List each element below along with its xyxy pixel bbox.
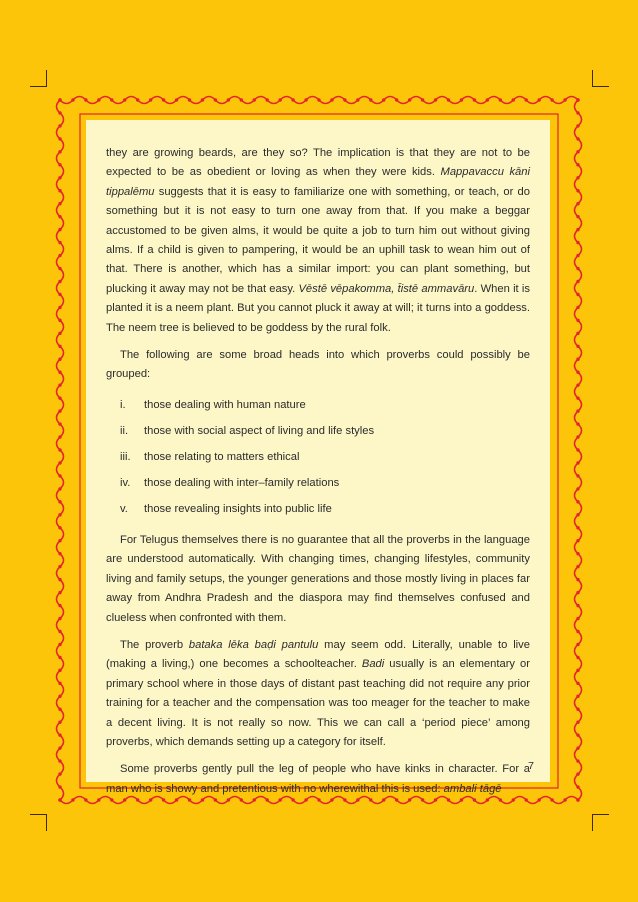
border-dot	[576, 150, 579, 153]
border-dot	[58, 228, 61, 231]
border-dot	[499, 98, 502, 101]
border-dot	[576, 643, 579, 646]
border-dot	[71, 798, 74, 801]
border-dot	[576, 656, 579, 659]
border-dot	[576, 267, 579, 270]
list-item: iv. those dealing with inter–family relations	[120, 477, 340, 490]
border-dot	[576, 358, 579, 361]
border-dot	[576, 695, 579, 698]
border-dot	[201, 98, 204, 101]
border-dot	[576, 772, 579, 775]
border-dot	[563, 98, 566, 101]
border-dot	[110, 98, 113, 101]
border-dot	[576, 202, 579, 205]
border-dot	[317, 98, 320, 101]
border-dot	[58, 111, 61, 114]
border-dot	[369, 98, 372, 101]
border-dot	[58, 448, 61, 451]
border-dot	[576, 474, 579, 477]
border-dot	[58, 513, 61, 516]
border-dot	[58, 332, 61, 335]
border-dot	[343, 98, 346, 101]
border-dot	[576, 124, 579, 127]
border-dot	[58, 267, 61, 270]
border-dot	[58, 461, 61, 464]
border-dot	[58, 435, 61, 438]
border-dot	[550, 798, 553, 801]
border-dot	[58, 150, 61, 153]
border-dot	[421, 98, 424, 101]
border-dot	[576, 176, 579, 179]
border-dot	[576, 189, 579, 192]
border-dot	[58, 785, 61, 788]
border-dot	[58, 487, 61, 490]
border-dot	[58, 539, 61, 542]
border-dot	[576, 759, 579, 762]
border-dot	[58, 396, 61, 399]
border-dot	[537, 798, 540, 801]
border-dot	[576, 721, 579, 724]
border-dot	[58, 189, 61, 192]
border-dot	[576, 487, 579, 490]
border-dot	[576, 332, 579, 335]
border-dot	[58, 409, 61, 412]
paragraph: For Telugus themselves there is no guarantee that all the proverbs in the language are understood automatically. With changing times, changing lifestyles, community living and family setups, the younger generations and those mostly living in places far away from Andhra Pradesh and the diaspora may find themselves confused and clueless when confronted with them.	[106, 533, 530, 624]
border-dot	[576, 669, 579, 672]
border-dot	[576, 578, 579, 581]
paragraph: The proverb bataka lēka baḍi pantulu may seem odd. Literally, unable to live (making a living,) one becomes a schoolteacher. Badi usually is an elementary or primary school where in those days of distant past teaching did not require any prior training for a teacher and the compensation was too meager for the teacher to make a decent living. It is not really so now. This we can call a ‘period piece’ among proverbs, which demands setting up a category for itself.	[106, 638, 530, 748]
border-dot	[58, 798, 61, 801]
border-dot	[576, 293, 579, 296]
border-dot	[58, 345, 61, 348]
border-dot	[58, 746, 61, 749]
paragraph: Some proverbs gently pull the leg of people who have kinks in character. For a man who is showy and pretentious with no wherewithal this is used: ambali tāgē	[106, 763, 530, 795]
border-dot	[58, 656, 61, 659]
border-dot	[486, 98, 489, 101]
border-dot	[576, 371, 579, 374]
border-dot	[149, 98, 152, 101]
border-dot	[576, 137, 579, 140]
proverb-categories-list	[106, 393, 530, 523]
border-dot	[58, 474, 61, 477]
border-dot	[97, 798, 100, 801]
border-dot	[58, 215, 61, 218]
border-dot	[525, 98, 528, 101]
border-dot	[162, 98, 165, 101]
border-dot	[576, 682, 579, 685]
border-dot	[576, 733, 579, 736]
border-dot	[84, 98, 87, 101]
border-dot	[576, 280, 579, 283]
border-dot	[58, 552, 61, 555]
border-dot	[382, 98, 385, 101]
border-dot	[175, 98, 178, 101]
border-dot	[58, 772, 61, 775]
border-dot	[58, 708, 61, 711]
page-body	[106, 144, 530, 807]
border-dot	[576, 409, 579, 412]
list-item: i. those dealing with human nature	[120, 399, 306, 412]
border-dot	[240, 98, 243, 101]
border-dot	[58, 759, 61, 762]
border-dot	[356, 98, 359, 101]
border-dot	[576, 228, 579, 231]
list-item: v. those revealing insights into public life	[120, 503, 332, 516]
border-dot	[58, 695, 61, 698]
border-dot	[576, 448, 579, 451]
border-dot	[71, 98, 74, 101]
border-dot	[214, 98, 217, 101]
border-dot	[58, 319, 61, 322]
border-dot	[227, 98, 230, 101]
border-dot	[58, 254, 61, 257]
border-dot	[58, 98, 61, 101]
border-dot	[58, 733, 61, 736]
border-dot	[576, 241, 579, 244]
border-dot	[576, 215, 579, 218]
border-dot	[58, 202, 61, 205]
border-dot	[576, 565, 579, 568]
border-dot	[576, 798, 579, 801]
border-dot	[576, 461, 579, 464]
border-dot	[576, 513, 579, 516]
border-dot	[58, 500, 61, 503]
border-dot	[58, 643, 61, 646]
border-dot	[58, 176, 61, 179]
border-dot	[58, 617, 61, 620]
border-dot	[576, 383, 579, 386]
border-dot	[136, 98, 139, 101]
border-dot	[537, 98, 540, 101]
border-dot	[304, 98, 307, 101]
border-dot	[188, 98, 191, 101]
border-dot	[278, 98, 281, 101]
border-dot	[58, 163, 61, 166]
border-dot	[58, 241, 61, 244]
border-dot	[58, 293, 61, 296]
border-dot	[58, 721, 61, 724]
border-dot	[123, 98, 126, 101]
border-dot	[576, 500, 579, 503]
border-dot	[58, 578, 61, 581]
border-dot	[84, 798, 87, 801]
border-dot	[576, 254, 579, 257]
border-dot	[58, 565, 61, 568]
border-dot	[576, 617, 579, 620]
border-dot	[408, 98, 411, 101]
border-dot	[576, 435, 579, 438]
border-dot	[291, 98, 294, 101]
border-dot	[58, 669, 61, 672]
border-dot	[58, 682, 61, 685]
border-dot	[266, 98, 269, 101]
border-dot	[58, 422, 61, 425]
border-dot	[58, 280, 61, 283]
border-dot	[576, 708, 579, 711]
border-dot	[97, 98, 100, 101]
border-dot	[58, 371, 61, 374]
border-dot	[576, 746, 579, 749]
border-dot	[576, 306, 579, 309]
border-dot	[434, 98, 437, 101]
border-dot	[576, 591, 579, 594]
border-dot	[576, 539, 579, 542]
border-dot	[58, 358, 61, 361]
border-dot	[576, 345, 579, 348]
page-number: 7	[528, 760, 534, 772]
border-dot	[576, 163, 579, 166]
border-dot	[253, 98, 256, 101]
paragraph: they are growing beards, are they so? The implication is that they are not to be expected to be as obedient or loving as when they were kids. Mappavaccu kāni tippalēmu suggests that it is easy to familiarize one with something, or teach, or do something but it is not easy to turn one away from that. If you make a beggar accustomed to be given alms, it would be quite a job to turn him out without giving alms. If a child is given to pampering, it would be an uphill task to wean him out of that. There is another, which has a similar import: you can plant something, but plucking it away may not be that easy. Vēstē vēpakomma, t̄istē ammavāru. When it is planted it is a neem plant. But you cannot pluck it away at will; it turns into a goddess. The neem tree is believed to be goddess by the rural folk.	[106, 147, 530, 334]
border-dot	[550, 98, 553, 101]
border-dot	[563, 798, 566, 801]
border-dot	[58, 124, 61, 127]
border-dot	[576, 785, 579, 788]
border-dot	[576, 319, 579, 322]
border-dot	[58, 591, 61, 594]
border-dot	[576, 111, 579, 114]
border-dot	[576, 526, 579, 529]
border-dot	[58, 630, 61, 633]
border-dot	[58, 306, 61, 309]
border-dot	[576, 422, 579, 425]
border-dot	[576, 552, 579, 555]
list-item: iii. those relating to matters ethical	[120, 451, 300, 464]
paragraph: The following are some broad heads into which proverbs could possibly be grouped:	[106, 349, 530, 381]
border-dot	[576, 396, 579, 399]
border-dot	[512, 98, 515, 101]
border-dot	[576, 630, 579, 633]
border-dot	[576, 98, 579, 101]
border-dot	[58, 137, 61, 140]
border-dot	[473, 98, 476, 101]
list-item: ii. those with social aspect of living and life styles	[120, 425, 375, 438]
border-dot	[447, 98, 450, 101]
border-dot	[58, 604, 61, 607]
border-dot	[58, 383, 61, 386]
border-dot	[460, 98, 463, 101]
border-dot	[330, 98, 333, 101]
border-dot	[58, 526, 61, 529]
border-dot	[395, 98, 398, 101]
border-dot	[576, 604, 579, 607]
